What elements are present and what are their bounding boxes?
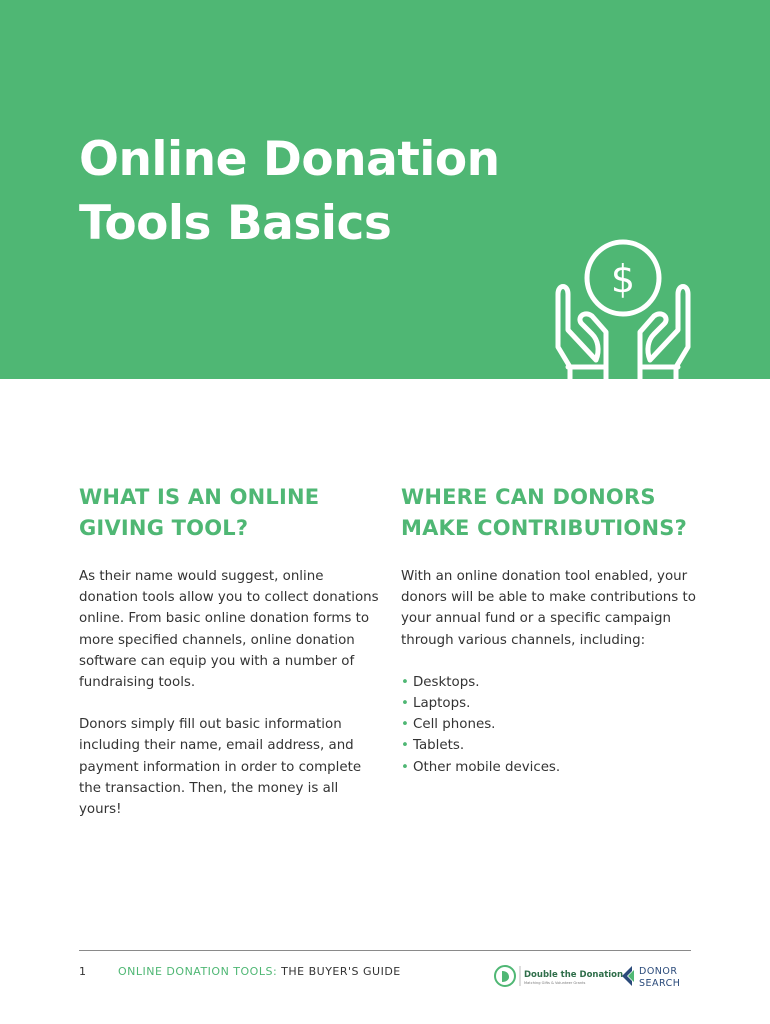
page-title [79, 128, 500, 256]
footer-title-accent: ONLINE DONATION TOOLS: [118, 965, 278, 978]
svg-text:$: $ [610, 257, 636, 301]
section-heading [79, 482, 379, 544]
heading-line-1: WHAT IS AN ONLINE [79, 485, 320, 509]
footer-title-rest: THE BUYER'S GUIDE [277, 965, 401, 978]
paragraph: With an online donation tool enabled, your donors will be able to make contributions to your annual fund or a specific campaign through various channels, including: [401, 569, 696, 648]
heading-line-2: GIVING TOOL? [79, 516, 249, 540]
hero-banner [0, 0, 770, 379]
hands-holding-coin-icon [548, 232, 698, 379]
where-section [401, 482, 711, 778]
title-line-1: Online Donation [79, 132, 500, 187]
logo-line-1: DONOR [639, 966, 678, 977]
list-item: • Cell phones. [401, 714, 711, 735]
logo-line-2: SEARCH [639, 978, 681, 989]
list-item: • Tablets. [401, 735, 711, 756]
list-item: • Laptops. [401, 693, 711, 714]
heading-line-2: MAKE CONTRIBUTIONS? [401, 516, 687, 540]
double-the-donation-logo [494, 962, 624, 990]
logo-text: Double the Donation [524, 970, 624, 980]
footer-divider [79, 950, 691, 951]
channels-list [401, 672, 711, 778]
footer-title [118, 965, 401, 978]
logo-tagline: Matching Gifts & Volunteer Grants [524, 981, 586, 985]
paragraph: As their name would suggest, online donation tools allow you to collect donations online. From basic online donation forms to more specified channels, online donation software can equip you with a number of fundraising tools. [79, 569, 379, 691]
page-number: 1 [79, 965, 86, 978]
section-heading [401, 482, 711, 544]
title-line-2: Tools Basics [79, 196, 392, 251]
list-item: • Desktops. [401, 672, 711, 693]
heading-line-1: WHERE CAN DONORS [401, 485, 656, 509]
what-is-section [79, 482, 379, 841]
list-item: • Other mobile devices. [401, 757, 711, 778]
donor-search-logo [620, 963, 696, 989]
paragraph: Donors simply fill out basic information including their name, email address, and payment information in order to complete the transaction. Then, the money is all yours! [79, 717, 362, 818]
